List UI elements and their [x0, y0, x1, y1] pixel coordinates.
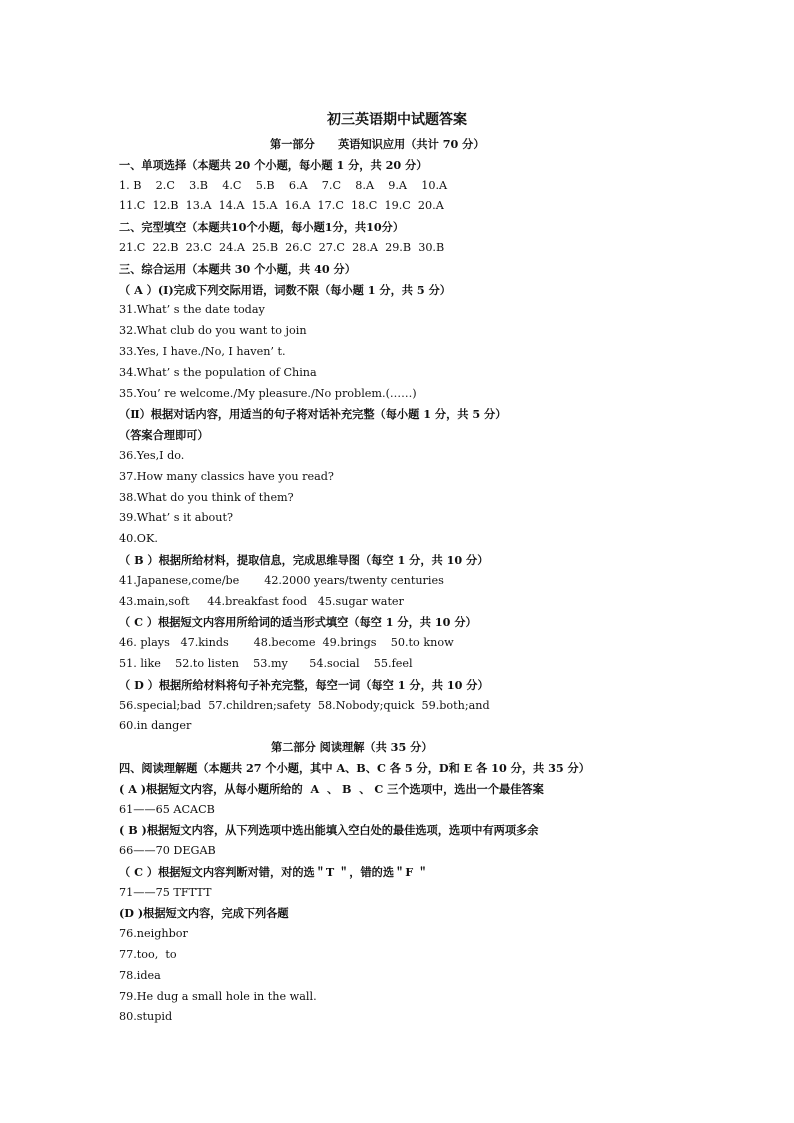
section-heading: 四、阅读理解题（本题共 27 个小题，其中 A、B、C 各 5 分，D和 E 各 10 分，共 35 分） [119, 760, 590, 775]
answer-line: 38.What do you think of them? [119, 490, 294, 504]
answer-line: 43.main,soft 44.breakfast food 45.sugar water [119, 594, 404, 608]
answer-line: 1. B 2.C 3.B 4.C 5.B 6.A 7.C 8.A 9.A 10.A [119, 178, 448, 192]
answer-line: 33.Yes, I have./No, I haven’ t. [119, 344, 286, 358]
section-heading: （ A ）(Ⅰ)完成下列交际用语，词数不限（每小题 1 分，共 5 分） [119, 282, 451, 297]
answer-line: 60.in danger [119, 719, 192, 733]
section-heading: ( B )根据短文内容，从下列选项中选出能填入空白处的最佳选项，选项中有两项多余 [119, 823, 539, 838]
answer-line: 79.He dug a small hole in the wall. [119, 989, 317, 1003]
answer-line: 40.OK. [119, 532, 158, 546]
section-heading: （Ⅱ）根据对话内容，用适当的句子将对话补充完整（每小题 1 分，共 5 分） [119, 407, 507, 422]
answer-line: 66——70 DEGAB [119, 844, 216, 858]
answer-line: 35.You’ re welcome./My pleasure./No problem.(……) [119, 386, 417, 400]
answer-line: 80.stupid [119, 1010, 173, 1024]
answer-line: 61——65 ACACB [119, 802, 215, 816]
answer-line: 39.What’ s it about? [119, 511, 233, 525]
answer-line: 46. plays 47.kinds 48.become 49.brings 50.to know [119, 636, 454, 650]
section-heading: （答案合理即可） [119, 428, 209, 443]
answer-line: 34.What’ s the population of China [119, 365, 317, 379]
answer-line: 78.idea [119, 968, 161, 982]
answer-line: 41.Japanese,come/be 42.2000 years/twenty centuries [119, 573, 444, 587]
section-heading: (D )根据短文内容，完成下列各题 [119, 906, 289, 921]
answer-line: 36.Yes,I do. [119, 448, 185, 462]
answer-line: 71——75 TFTTT [119, 885, 212, 899]
answer-line: 37.How many classics have you read? [119, 469, 334, 483]
section-heading: 二、完型填空（本题共10个小题，每小题1分，共10分） [119, 220, 405, 235]
answer-line: 51. like 52.to listen 53.my 54.social 55.feel [119, 656, 413, 670]
page-title: 初三英语期中试题答案 [327, 112, 467, 128]
section-heading: （ C ）根据短文内容判断对错，对的选＂T ＂，错的选＂F ＂ [119, 864, 429, 879]
section-heading: 一、单项选择（本题共 20 个小题，每小题 1 分，共 20 分） [119, 157, 428, 172]
answer-line: 31.What’ s the date today [119, 303, 265, 317]
section-heading: ( A )根据短文内容，从每小题所给的 A 、 B 、 C 三个选项中，选出一个最佳答案 [119, 781, 544, 796]
answer-line: 32.What club do you want to join [119, 324, 307, 338]
answer-line: 77.too, to [119, 948, 177, 962]
section-heading: （ B ）根据所给材料，提取信息，完成思维导图（每空 1 分，共 10 分） [119, 552, 489, 567]
section-heading: 第一部分 英语知识应用（共计 70 分） [270, 137, 485, 151]
answer-line: 11.C 12.B 13.A 14.A 15.A 16.A 17.C 18.C 19.C 20.A [119, 199, 444, 213]
answer-line: 76.neighbor [119, 927, 188, 941]
section-heading: 三、综合运用（本题共 30 个小题，共 40 分） [119, 261, 356, 276]
section-heading: （ C ）根据短文内容用所给词的适当形式填空（每空 1 分，共 10 分） [119, 615, 477, 630]
answer-line: 56.special;bad 57.children;safety 58.Nobody;quick 59.both;and [119, 698, 490, 712]
section-heading: （ D ）根据所给材料将句子补充完整，每空一词（每空 1 分，共 10 分） [119, 677, 489, 692]
section-heading: 第二部分 阅读理解（共 35 分） [271, 740, 433, 755]
answer-line: 21.C 22.B 23.C 24.A 25.B 26.C 27.C 28.A 29.B 30.B [119, 240, 445, 254]
answer-content [119, 134, 719, 1028]
